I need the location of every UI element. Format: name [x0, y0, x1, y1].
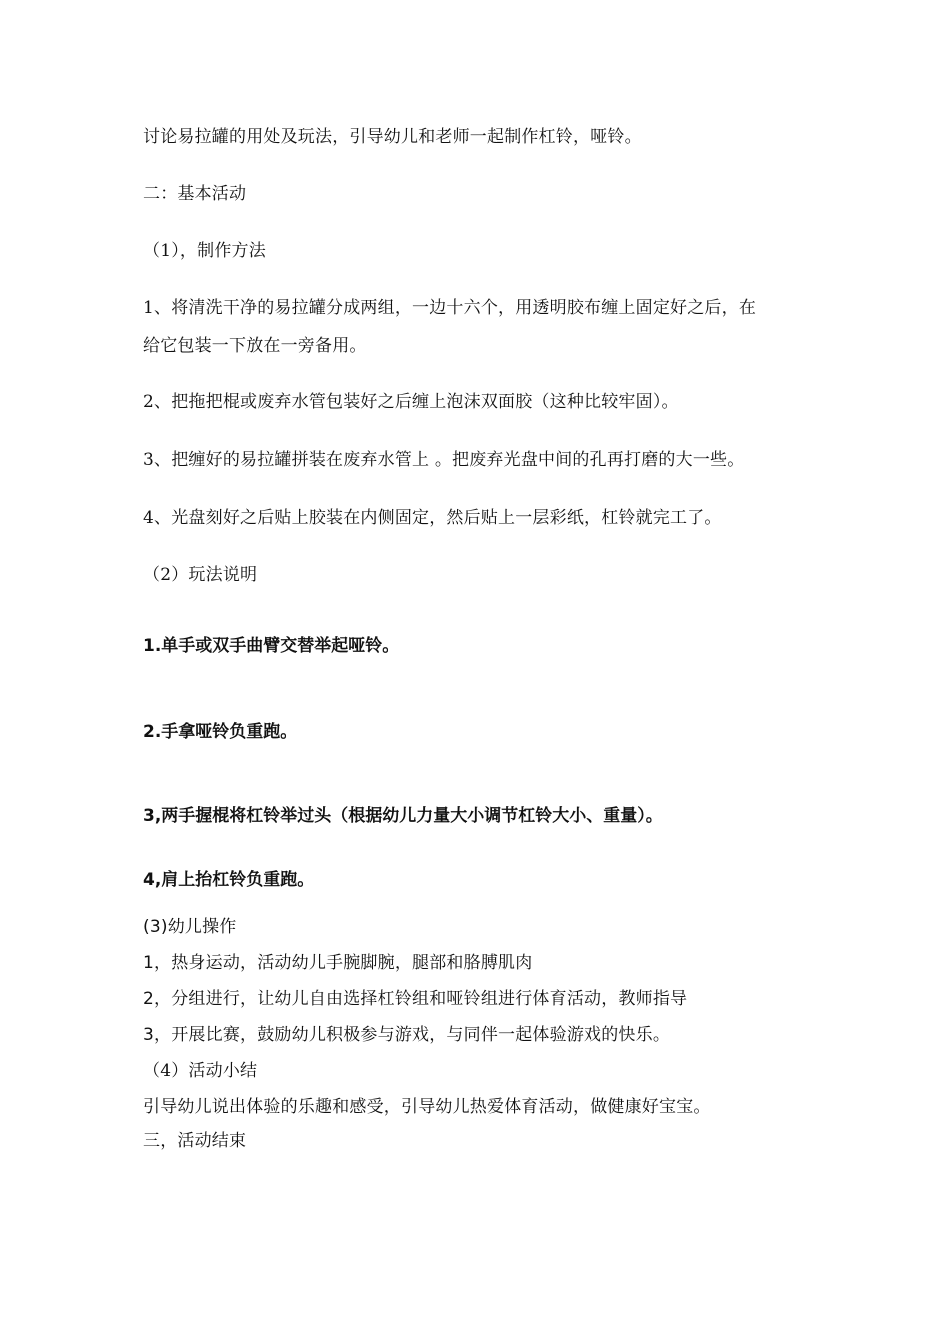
play-item-3: 3,两手握棍将杠铃举过头（根据幼儿力量大小调节杠铃大小、重量）。: [143, 806, 663, 826]
operation-item-1-text: ，热身运动，活动幼儿手腕脚腕，腿部和胳膊肌肉: [154, 953, 533, 973]
step-3: 3、把缠好的易拉罐拼装在废弃水管上 。把废弃光盘中间的孔再打磨的大一些。: [143, 450, 745, 470]
step-2: 2、把拖把棍或废弃水管包装好之后缠上泡沫双面胶（这种比较牢固）。: [143, 392, 679, 412]
summary-paragraph: 引导幼儿说出体验的乐趣和感受，引导幼儿热爱体育活动，做健康好宝宝。: [143, 1097, 711, 1117]
section-heading-activity-end: 三，活动结束: [143, 1131, 247, 1151]
play-item-1: 1.单手或双手曲臂交替举起哑铃。: [143, 636, 400, 656]
operation-item-3: [143, 1023, 823, 1047]
operation-item-3-text: ，开展比赛，鼓励幼儿积极参与游戏，与同伴一起体验游戏的快乐。: [154, 1025, 671, 1045]
operation-item-1-number: 1: [143, 953, 155, 973]
subheading-child-operation-number: (3): [143, 917, 168, 937]
subheading-child-operation: [143, 915, 823, 939]
subheading-making-method: （1），制作方法: [143, 241, 266, 261]
operation-item-2: [143, 987, 823, 1011]
operation-item-2-number: 2: [143, 989, 155, 1009]
operation-item-1: [143, 951, 823, 975]
step-4: 4、光盘刻好之后贴上胶装在内侧固定，然后贴上一层彩纸，杠铃就完工了。: [143, 508, 722, 528]
subheading-activity-summary: （4）活动小结: [143, 1061, 258, 1081]
subheading-child-operation-text: 幼儿操作: [167, 917, 237, 937]
operation-item-3-number: 3: [143, 1025, 155, 1045]
subheading-play-instructions: （2）玩法说明: [143, 565, 258, 585]
play-item-2: 2.手拿哑铃负重跑。: [143, 722, 298, 742]
play-item-4: 4,肩上抬杠铃负重跑。: [143, 870, 315, 890]
operation-item-2-text: ，分组进行，让幼儿自由选择杠铃组和哑铃组进行体育活动，教师指导: [154, 989, 688, 1009]
step-1-line-1: 1、将清洗干净的易拉罐分成两组，一边十六个，用透明胶布缠上固定好之后，在: [143, 298, 757, 318]
section-heading-basic-activity: 二：基本活动: [143, 184, 247, 204]
step-1-line-2: 给它包装一下放在一旁备用。: [143, 336, 367, 356]
intro-paragraph: 讨论易拉罐的用处及玩法，引导幼儿和老师一起制作杠铃，哑铃。: [143, 127, 642, 147]
